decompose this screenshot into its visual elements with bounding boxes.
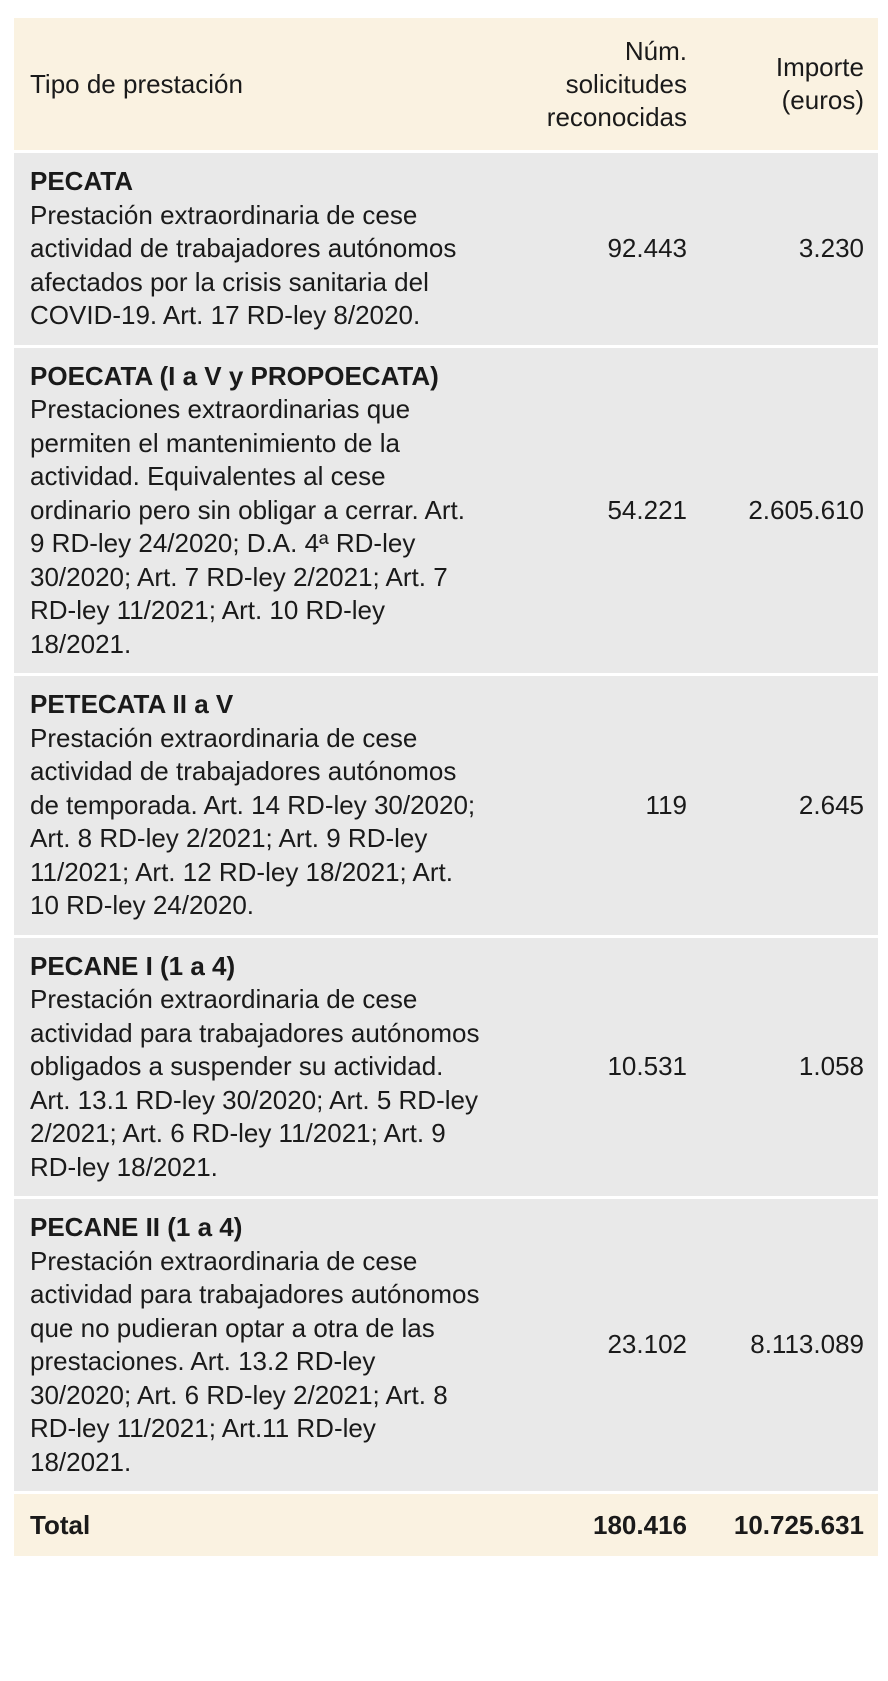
table-row — [14, 675, 878, 937]
amount-cell: 2.645 — [701, 675, 878, 937]
type-cell — [14, 346, 494, 675]
header-type: Tipo de prestación — [14, 18, 494, 152]
count-cell: 10.531 — [494, 936, 701, 1198]
header-count: Núm. solicitudes reconocidas — [494, 18, 701, 152]
header-amount: Importe (euros) — [701, 18, 878, 152]
row-description: Prestación extraordinaria de cese actividad para trabajadores autónomos que no pudieran optar a otra de las prestaciones. Art. 13.2 RD-ley 30/2020; Art. 6 RD-ley 2/2021; Art. 8 RD-ley 11/2021; Art.11 RD-ley 18/2021. — [30, 1245, 480, 1477]
amount-cell: 1.058 — [701, 936, 878, 1198]
row-description: Prestación extraordinaria de cese actividad para trabajadores autónomos obligados a suspender su actividad. Art. 13.1 RD-ley 30/2020; Art. 5 RD-ley 2/2021; Art. 6 RD-ley 11/2021; Art. 9 RD-ley 18/2021. — [30, 984, 480, 1182]
count-cell: 54.221 — [494, 346, 701, 675]
row-description: Prestación extraordinaria de cese actividad de trabajadores autónomos afectados por la crisis sanitaria del COVID-19. Art. 17 RD-ley 8/2020. — [30, 199, 457, 330]
total-count: 180.416 — [494, 1493, 701, 1557]
total-amount: 10.725.631 — [701, 1493, 878, 1557]
table-row — [14, 936, 878, 1198]
total-row — [14, 1493, 878, 1557]
row-title: PECANE I (1 a 4) — [30, 950, 236, 981]
amount-cell: 3.230 — [701, 152, 878, 347]
row-description: Prestación extraordinaria de cese actividad de trabajadores autónomos de temporada. Art. 14 RD-ley 30/2020; Art. 8 RD-ley 2/2021; Art. 9 RD-ley 11/2021; Art. 12 RD-ley 18/2021; Art. 10 RD-ley 24/2020. — [30, 722, 476, 920]
table-row — [14, 1198, 878, 1493]
type-cell — [14, 675, 494, 937]
row-title: PECANE II (1 a 4) — [30, 1212, 243, 1242]
count-cell: 23.102 — [494, 1198, 701, 1493]
table-row — [14, 346, 878, 675]
row-title: PETECATA II a V — [30, 689, 234, 719]
row-title: POECATA (I a V y PROPOECATA) — [30, 360, 439, 391]
type-cell — [14, 1198, 494, 1493]
count-cell: 119 — [494, 675, 701, 937]
benefits-table — [14, 18, 878, 1556]
row-description: Prestaciones extraordinarias que permiten el mantenimiento de la actividad. Equivalentes al cese ordinario pero sin obligar a cerrar. Art. 9 RD-ley 24/2020; D.A. 4ª RD-ley 30/2020; Art. 7 RD-ley 2/2021; Art. 7 RD-ley 11/2021; Art. 10 RD-ley 18/2021. — [30, 394, 465, 659]
row-title: PECATA — [30, 166, 134, 196]
amount-cell: 8.113.089 — [701, 1198, 878, 1493]
total-label: Total — [14, 1493, 494, 1557]
table-row — [14, 152, 878, 347]
header-row — [14, 18, 878, 152]
amount-cell: 2.605.610 — [701, 346, 878, 675]
type-cell — [14, 936, 494, 1198]
count-cell: 92.443 — [494, 152, 701, 347]
type-cell — [14, 152, 494, 347]
